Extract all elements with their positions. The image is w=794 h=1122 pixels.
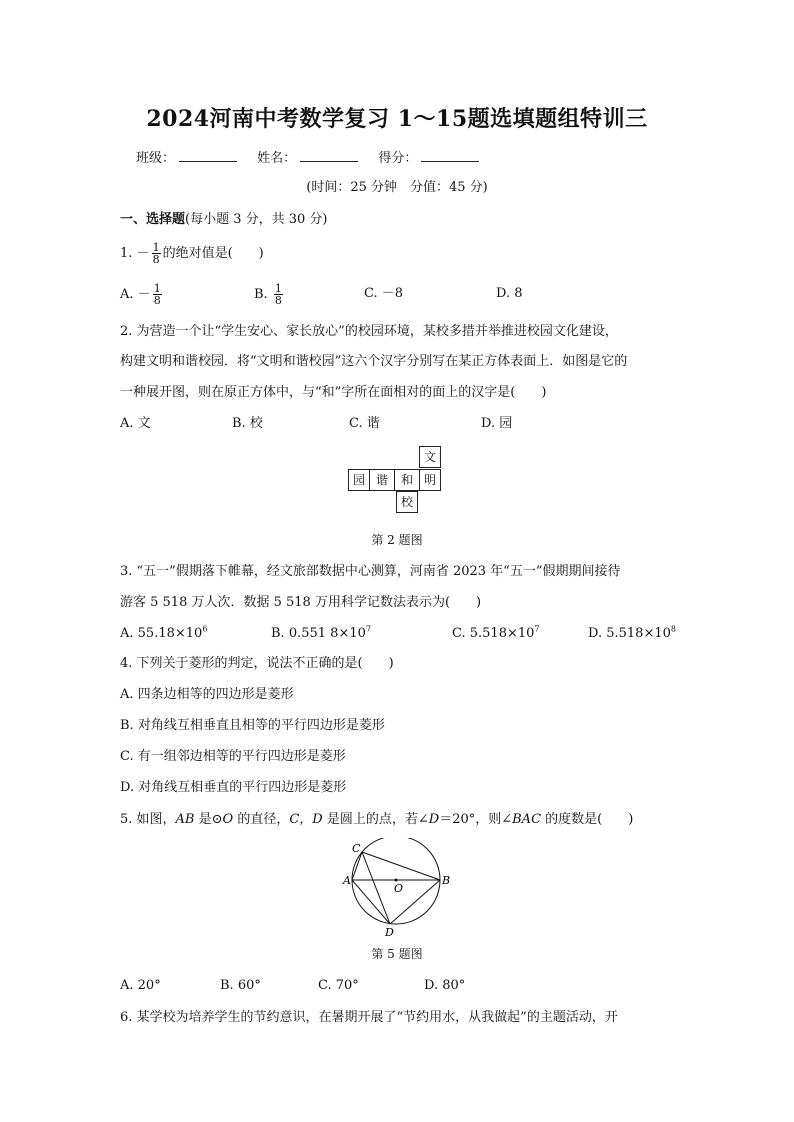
student-info-line [136, 147, 495, 166]
question-1 [120, 242, 264, 265]
q5-ab: AB [175, 812, 195, 827]
q1-a-fraction [153, 283, 162, 306]
q1-b-den: 8 [274, 294, 282, 307]
label-o: O [394, 882, 404, 895]
class-label: 班级： [136, 151, 176, 166]
q3-option-a [120, 625, 207, 643]
circle-figure [340, 838, 456, 938]
net-cell-xiao: 校 [396, 491, 418, 513]
q3-b-exp: 7 [365, 624, 371, 634]
net-cell-wen: 文 [419, 446, 441, 468]
time-info: (时间：25 分钟 分值：45 分) [306, 180, 488, 195]
q5-stem-e: ＝20°，则∠ [439, 812, 513, 827]
q4-option-c: C. 有一组邻边相等的平行四边形是菱形 [120, 749, 346, 764]
q5-stem-b: 是⊙ [194, 812, 223, 827]
label-a: A [343, 874, 351, 887]
q5-option-d: D. 80° [424, 978, 466, 993]
q5-stem-d: 是圆上的点，若∠ [322, 812, 429, 827]
q1-text: 的绝对值是( ) [162, 246, 264, 261]
score-blank [421, 149, 479, 162]
q1-option-a [120, 283, 164, 306]
label-c: C [352, 842, 361, 855]
q1-number: 1. [120, 246, 133, 261]
q5-stem-c: 的直径， [233, 812, 290, 827]
q4-option-a: A. 四条边相等的四边形是菱形 [120, 687, 294, 702]
class-blank [179, 149, 237, 162]
q1-frac-den: 8 [152, 253, 160, 266]
q3-d-exp: 8 [670, 624, 676, 634]
net-cell-ming: 明 [419, 469, 441, 491]
q2-option-c: C. 谐 [349, 416, 380, 431]
q1-fraction [152, 242, 161, 265]
q5-o: O [222, 812, 234, 827]
net-cell-yuan: 园 [348, 469, 370, 491]
q5-d: D [428, 812, 440, 827]
page-title: 2024河南中考数学复习 1～15题选填题组特训三 [146, 106, 648, 132]
q1-a-num: 1 [153, 282, 161, 295]
section-title: 一、选择题 [120, 212, 186, 227]
section-note: (每小题 3 分，共 30 分) [185, 212, 328, 227]
net-cell-xie: 谐 [369, 469, 395, 491]
chord-cb [362, 852, 440, 880]
q3-option-c [452, 625, 540, 643]
q1-a-label: A. [120, 287, 134, 302]
q3-d-text: D. 5.518×10 [588, 626, 671, 641]
q2-line-2: 构建文明和谐校园．将“文明和谐校园”这六个汉字分别写在某正方体表面上．如图是它的 [120, 354, 628, 369]
q3-a-text: A. 55.18×10 [120, 626, 203, 641]
q1-minus: － [136, 246, 150, 261]
q1-option-d: D. 8 [496, 286, 523, 301]
q3-a-exp: 6 [202, 624, 208, 634]
q5-option-a: A. 20° [120, 978, 161, 993]
q2-option-a: A. 文 [120, 416, 151, 431]
label-d: D [385, 926, 394, 938]
q1-option-c: C. －8 [364, 286, 404, 301]
chord-ca [352, 852, 362, 880]
q2-line-1: 2. 为营造一个让“学生安心、家长放心”的校园环境，某校多措并举推进校园文化建设， [120, 324, 618, 339]
q3-b-text: B. 0.551 8×10 [271, 626, 366, 641]
q3-option-d [588, 625, 676, 643]
q3-c-text: C. 5.518×10 [452, 626, 535, 641]
net-cell-he: 和 [394, 469, 420, 491]
q5-option-c: C. 70° [318, 978, 359, 993]
section-heading [120, 208, 328, 227]
q4-stem: 4. 下列关于菱形的判定，说法不正确的是( ) [120, 656, 394, 671]
q1-option-b [254, 283, 285, 306]
q2-caption: 第 2 题图 [371, 533, 423, 547]
q3-line-1: 3. “五一”假期落下帷幕，经文旅部数据中心测算，河南省 2023 年“五一”假期期间接待 [120, 564, 621, 579]
name-label: 姓名： [257, 151, 297, 166]
q5-stem-f: 的度数是( ) [541, 812, 634, 827]
q6-line-1: 6. 某学校为培养学生的节约意识，在暑期开展了“节约用水，从我做起”的主题活动，开 [120, 1010, 618, 1025]
q1-a-minus: － [137, 287, 151, 302]
q2-option-b: B. 校 [232, 416, 263, 431]
q1-b-label: B. [254, 287, 268, 302]
q5-stem-a: 5. 如图， [120, 812, 176, 827]
q5-bac: BAC [512, 812, 542, 827]
q2-line-3: 一种展开图，则在原正方体中，与“和”字所在面相对的面上的汉字是( ) [120, 385, 547, 400]
q2-option-d: D. 园 [481, 416, 513, 431]
q1-frac-num: 1 [152, 241, 160, 254]
q1-b-num: 1 [274, 282, 282, 295]
score-label: 得分： [378, 151, 418, 166]
q4-option-b: B. 对角线互相垂直且相等的平行四边形是菱形 [120, 718, 385, 733]
label-b: B [442, 874, 451, 887]
q5-stem [120, 811, 633, 829]
q3-c-exp: 7 [534, 624, 540, 634]
q4-option-d: D. 对角线互相垂直的平行四边形是菱形 [120, 780, 347, 795]
q5-option-b: B. 60° [220, 978, 261, 993]
q5-cd: C，D [289, 812, 323, 827]
q3-line-2: 游客 5 518 万人次．数据 5 518 万用科学记数法表示为( ) [120, 595, 482, 610]
q5-caption: 第 5 题图 [371, 947, 423, 961]
q1-a-den: 8 [153, 294, 161, 307]
name-blank [300, 149, 358, 162]
q3-option-b [271, 625, 371, 643]
q1-b-fraction [274, 283, 283, 306]
chord-cd [362, 852, 390, 924]
